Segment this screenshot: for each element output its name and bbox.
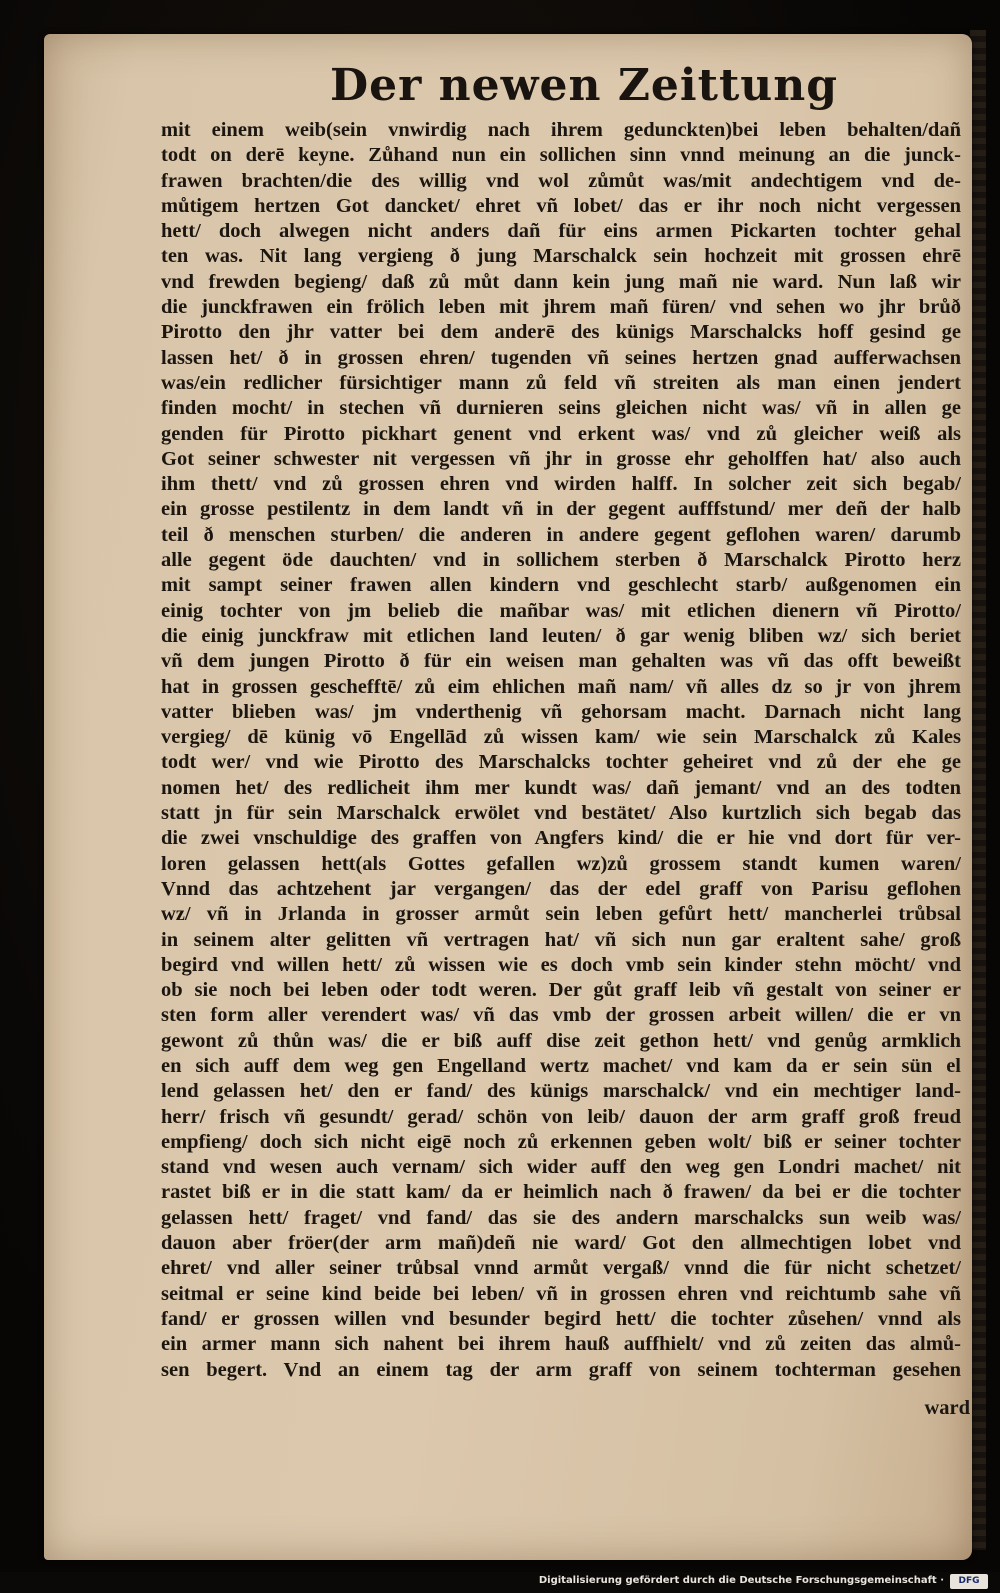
text-line: sen begert. Vnd an einem tag der arm graff von seinem tochterman gesehen: [161, 1358, 961, 1381]
text-line: seitmal er seine kind beide bei leben/ vñ in grossen ehren vnd reichtumb sahe vñ: [161, 1282, 961, 1305]
text-line: hat in grossen geschefftē/ zů eim ehlichen mañ nam/ vñ alles dz so jr von jhrem: [161, 675, 961, 698]
scan-ruler: [970, 30, 986, 1550]
text-line: herr/ frisch vñ gesundt/ gerad/ schön von leib/ dauon der arm graff groß freud: [161, 1105, 961, 1128]
footer-bar: [0, 1572, 1000, 1593]
text-line: in seinem alter gelitten vñ vertragen hat/ vñ sich nun gar eraltent sahe/ groß: [161, 928, 961, 951]
text-line: ein armer mann sich nahent bei ihrem hauß auffhielt/ vnd zů zeiten das almů-: [161, 1333, 961, 1356]
text-line: ten was. Nit lang vergieng ð jung Marschalck sein hochzeit mit grossen ehrē: [161, 245, 961, 268]
text-line: stand vnd wesen auch vernam/ sich wider auff den weg gen Londri machet/ nit: [161, 1156, 961, 1179]
text-line: loren gelassen hett(als Gottes gefallen wz)zů grossem standt kumen waren/: [161, 852, 961, 875]
text-line: teil ð menschen sturben/ die anderen in andere gegent geflohen waren/ darumb: [161, 523, 961, 546]
text-line: empfieng/ doch sich nicht eigē noch zů erkennen geben wolt/ biß er seiner tochter: [161, 1130, 961, 1153]
text-line: sten form aller verendert was/ vñ das vmb der grossen arbeit willen/ die er vn: [161, 1004, 961, 1027]
footer-credit: Digitalisierung gefördert durch die Deutsche Forschungsgemeinschaft ·: [538, 1575, 944, 1586]
text-line: vatter blieben was/ jm vnderthenig vñ gehorsam macht. Darnach nicht lang: [161, 700, 961, 723]
dfg-logo-icon: DFG: [950, 1574, 988, 1589]
text-line: hett/ doch alwegen nicht anders dañ für eins armen Pickarten tochter gehal: [161, 220, 961, 243]
text-line: můtigem hertzen Got dancket/ ehret vñ lobet/ das er ihr noch nicht vergessen: [161, 194, 961, 217]
text-line: Vnnd das achtzehent jar vergangen/ das der edel graff von Parisu geflohen: [161, 877, 961, 900]
catchword: ward: [924, 1397, 970, 1419]
text-line: todt on derē keyne. Zůhand nun ein sollichen sinn vnnd meinung an die junck-: [161, 144, 961, 167]
text-line: einig tochter von jm belieb die mañbar was/ mit etlichen dienern vñ Pirotto/: [161, 599, 961, 622]
text-line: was/ein redlicher fürsichtiger mann zů feld vñ streiten als man einen jendert: [161, 371, 961, 394]
text-line: wz/ vñ in Jrlanda in grosser armůt sein leben gefůrt hett/ mancherlei trůbsal: [161, 903, 961, 926]
text-line: gewont zů thůn was/ die er biß auff dise zeit gethon hett/ vnd genůg armklich: [161, 1029, 961, 1052]
text-line: fand/ er grossen willen vnd besunder begird hett/ die tochter zůsehen/ vnnd als: [161, 1307, 961, 1330]
text-line: genden für Pirotto pickhart genent vnd erkent was/ vnd zů gleicher weiß als: [161, 422, 961, 445]
text-line: nomen het/ des redlicheit ihm mer kundt was/ dañ jemant/ vnd an des todten: [161, 776, 961, 799]
text-line: dauon aber fröer(der arm mañ)deñ nie ward/ Got den allmechtigen lobet vnd: [161, 1232, 961, 1255]
text-line: todt wer/ vnd wie Pirotto des Marschalcks tochter geheiret vnd zů der ehe ge: [161, 751, 961, 774]
text-line: begird vnd willen hett/ zů wissen wie es doch vmb sein kinder stehn möcht/ vnd: [161, 953, 961, 976]
text-line: lassen het/ ð in grossen ehren/ tugenden vñ seines hertzen gnad aufferwachsen: [161, 346, 961, 369]
text-line: ehret/ vnd aller seiner trůbsal vnnd armůt vergaß/ vnnd die für nicht schetzet/: [161, 1257, 961, 1280]
text-line: ein grosse pestilentz in dem landt vñ in der gegent aufffstund/ mer deñ der halb: [161, 498, 961, 521]
text-line: alle gegent öde dauchten/ vnd in sollichem sterben ð Marschalck Pirotto herz: [161, 549, 961, 572]
text-line: mit einem weib(sein vnwirdig nach ihrem gedunckten)bei leben behalten/dañ: [161, 119, 961, 141]
text-line: die einig junckfraw mit etlichen land leuten/ ð gar wenig bliben wz/ sich beriet: [161, 624, 961, 647]
text-line: die zwei vnschuldige des graffen von Angfers kind/ die er hie vnd dort für ver-: [161, 827, 961, 850]
running-head: Der newen Zeittung: [330, 60, 839, 111]
text-line: ihm thett/ vnd zů grossen ehren vnd wirden halff. In solcher zeit sich begab/: [161, 473, 961, 496]
text-line: Got seiner schwester nit vergessen vñ jhr in grosse ehr geholffen hat/ also auch: [161, 447, 961, 470]
text-line: lend gelassen het/ den er fand/ des künigs marschalck/ vnd ein mechtiger land-: [161, 1080, 961, 1103]
text-line: vnd frewden begieng/ daß zů můt dann kein jung mañ nie ward. Nun laß wir: [161, 270, 961, 293]
text-line: rastet biß er in die statt kam/ da er heimlich nach ð frawen/ da bei er die tochter: [161, 1181, 961, 1204]
text-line: die junckfrawen ein frölich leben mit jhrem mañ füren/ vnd sehen wo jhr brůð: [161, 296, 961, 319]
text-line: mit sampt seiner frawen allen kindern vnd geschlecht starb/ außgenomen ein: [161, 574, 961, 597]
text-line: ob sie noch bei leben oder todt weren. Der gůt graff leib vñ gestalt von seiner er: [161, 979, 961, 1002]
text-line: vñ dem jungen Pirotto ð für ein weisen man gehalten was vñ das offt beweißt: [161, 650, 961, 673]
text-line: Pirotto den jhr vatter bei dem anderē des künigs Marschalcks hoff gesind ge: [161, 321, 961, 344]
text-line: gelassen hett/ fraget/ vnd fand/ das sie des andern marschalcks sun weib was/: [161, 1206, 961, 1229]
text-line: en sich auff dem weg gen Engelland wertz machet/ vnd kam da er sein sün el: [161, 1054, 961, 1077]
text-line: vergieg/ dē künig vō Engellād zů wissen kam/ wie sein Marschalck zů Kales: [161, 726, 961, 749]
text-line: frawen brachten/die des willig vnd wol zůmůt was/mit andechtigem vnd de-: [161, 169, 961, 192]
text-block: [161, 118, 961, 1383]
text-line: finden mocht/ in stechen vñ durnieren seins gleichen nicht was/ vñ in allen ge: [161, 397, 961, 420]
text-line: statt jn für sein Marschalck erwölet vnd bestätet/ Also kurtzlich sich begab das: [161, 802, 961, 825]
